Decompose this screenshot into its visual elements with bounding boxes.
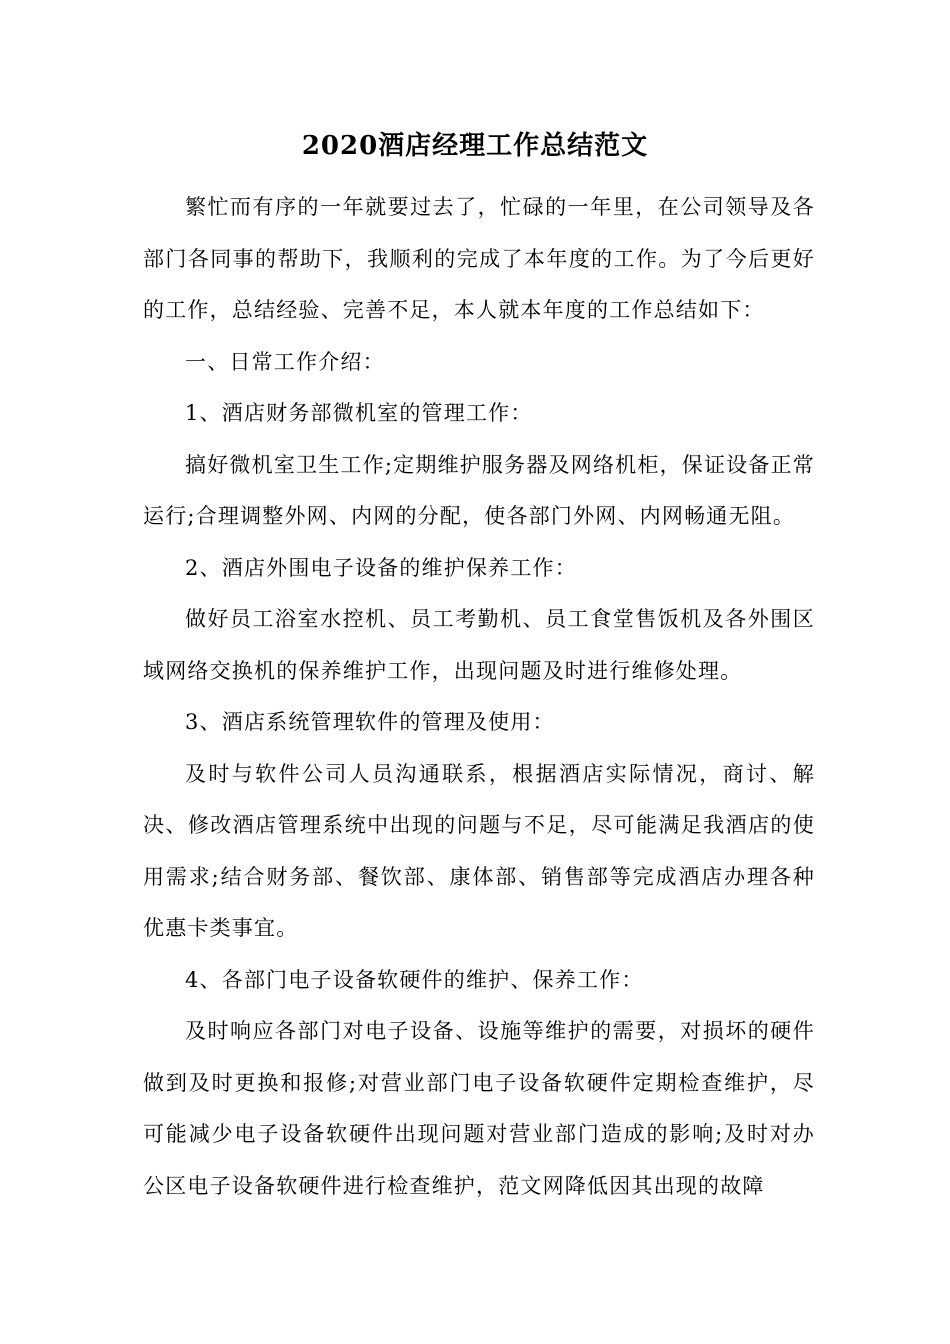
document-title: 2020酒店经理工作总结范文 (301, 131, 649, 161)
paragraph-1: 搞好微机室卫生工作;定期维护服务器及网络机柜，保证设备正常运行;合理调整外网、内网的分配，使各部门外网、内网畅通无阻。 (143, 452, 815, 528)
subheading-3: 3、酒店系统管理软件的管理及使用： (185, 710, 555, 734)
paragraph-intro: 繁忙而有序的一年就要过去了，忙碌的一年里，在公司领导及各部门各同事的帮助下，我顺利的完成了本年度的工作。为了今后更好的工作，总结经验、完善不足，本人就本年度的工作总结如下： (143, 195, 815, 322)
paragraph-2: 做好员工浴室水控机、员工考勤机、员工食堂售饭机及各外围区域网络交换机的保养维护工作，出现问题及时进行维修处理。 (143, 607, 815, 683)
subheading-2: 2、酒店外围电子设备的维护保养工作： (185, 555, 577, 580)
subheading-4: 4、各部门电子设备软硬件的维护、保养工作： (185, 967, 644, 992)
paragraph-4: 及时响应各部门对电子设备、设施等维护的需要，对损坏的硬件做到及时更换和报修;对营业部门电子设备软硬件定期检查维护，尽可能减少电子设备软硬件出现问题对营业部门造成的影响;及时对办公区电子设备软硬件进行检查维护，范文网降低因其出现的故障 (143, 1019, 815, 1198)
document-body (143, 182, 815, 1212)
paragraph-3: 及时与软件公司人员沟通联系，根据酒店实际情况，商讨、解决、修改酒店管理系统中出现的问题与不足，尽可能满足我酒店的使用需求;结合财务部、餐饮部、康体部、销售部等完成酒店办理各种优惠卡类事宜。 (143, 761, 815, 940)
section-heading-daily-work: 一、日常工作介绍： (185, 349, 385, 374)
subheading-1: 1、酒店财务部微机室的管理工作： (185, 401, 533, 425)
